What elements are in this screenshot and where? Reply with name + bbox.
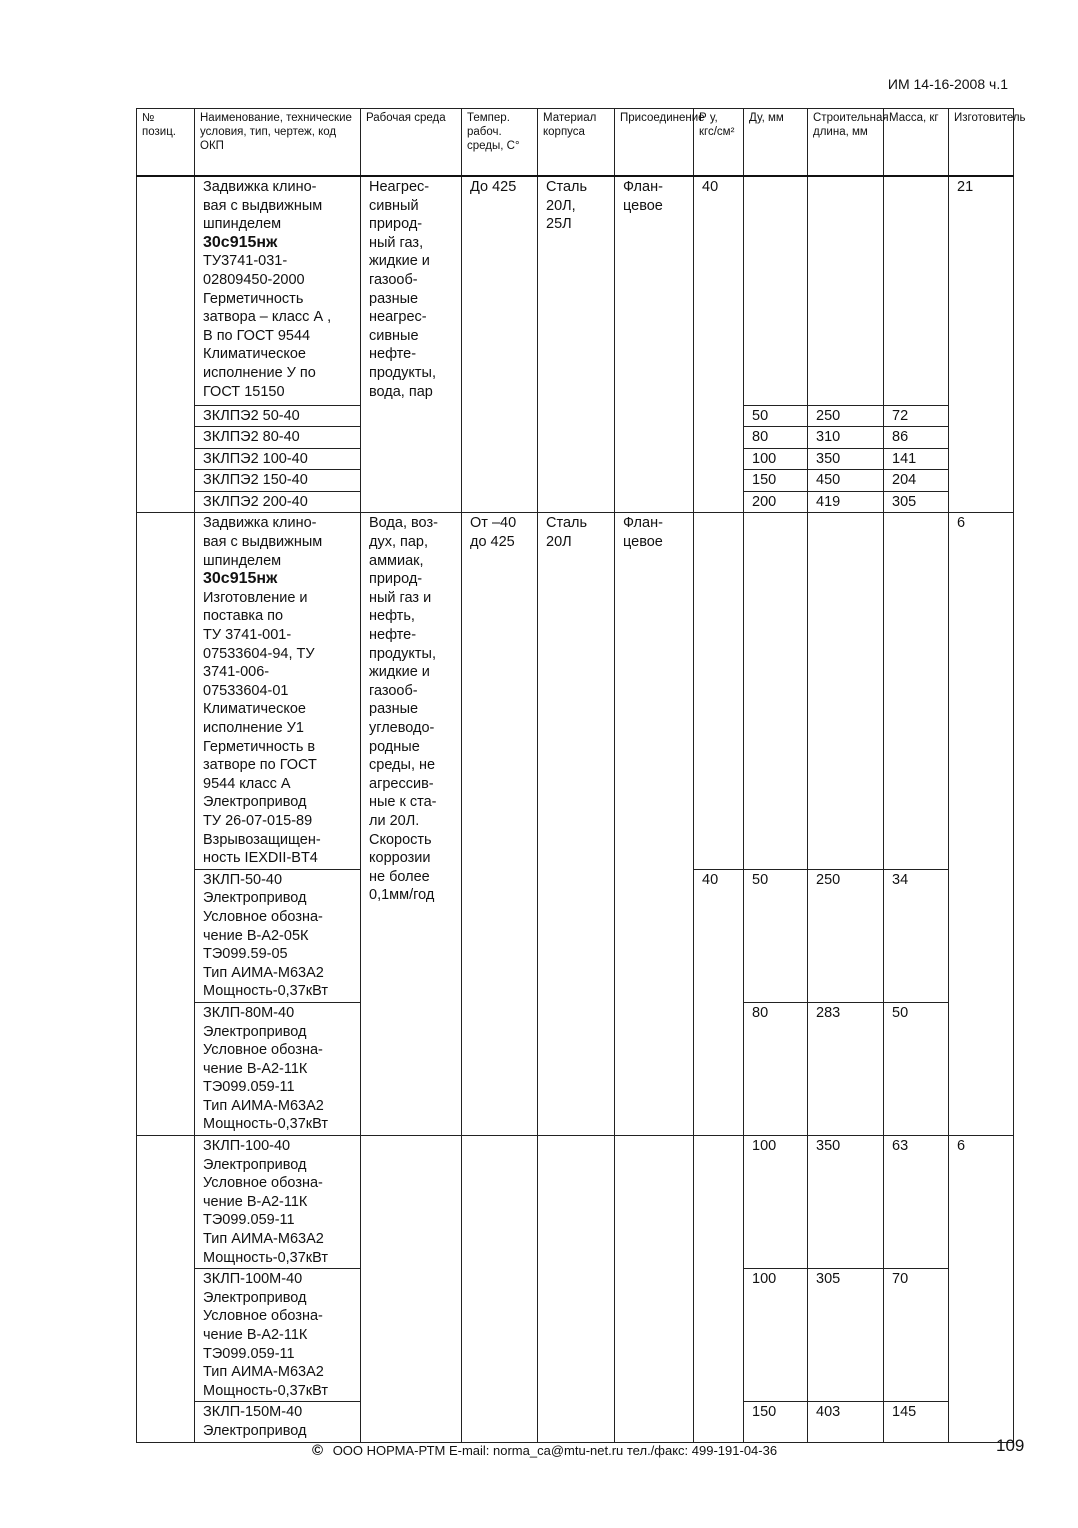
dn-cell: 80 [744,427,808,449]
text-line: ЗКЛП-150М-40 [203,1404,303,1421]
item-name [195,869,361,1002]
mass-cell: 50 [884,1002,949,1135]
text-line: Электропривод [203,794,307,811]
text-line: жидкие и [369,664,430,681]
temperature-cell [462,1136,538,1443]
item-name: ЗКЛПЭ2 100-40 [195,448,361,470]
temperature-cell: До 425 [462,176,538,513]
document-reference: ИМ 14-16-2008 ч.1 [887,76,1008,92]
item-description [195,513,361,869]
item-name: ЗКЛПЭ2 80-40 [195,427,361,449]
text-line: ГОСТ 15150 [203,383,285,400]
mass-cell: 63 [884,1136,949,1269]
text-line: ность IEXDII-BT4 [203,850,318,867]
header-connection: Присоединение [615,109,694,177]
mass-cell: 34 [884,869,949,1002]
text-line: ТЭ099.059-11 [203,1079,295,1096]
text-line: чение В-А2-11К [203,1060,308,1077]
header-maker: Изготовитель [949,109,1014,177]
dn-cell: 80 [744,1002,808,1135]
text-line: 07533604-94, ТУ [203,645,315,662]
dn-cell [744,176,808,405]
medium-cell [361,176,462,513]
text-line: 25Л [546,216,572,233]
text-line: Герметичность [203,290,304,307]
text-line: неагрес- [369,309,427,326]
text-line: ТЭ099.059-11 [203,1345,295,1362]
text-line: исполнение У1 [203,720,304,736]
text-line: Тип АИМА-М63А2 [203,964,324,981]
footer-text: ООО НОРМА-РТМ E-mail: norma_ca@mtu-net.ru тел./факс: 499-191-04-36 [332,1443,778,1458]
text-line: 0,1мм/год [369,887,435,904]
length-cell: 305 [808,1269,884,1402]
length-cell [808,513,884,869]
desc-lines [203,178,352,234]
text-line: не более [369,868,430,885]
text-line: сивный [369,197,419,214]
dn-cell: 100 [744,1269,808,1402]
text-line: Мощность-0,37кВт [203,983,328,1000]
text-line: Герметичность в [203,738,316,755]
mass-cell [884,176,949,405]
text-line: шпинделем [203,216,282,233]
text-line: газооб- [369,271,418,288]
material-cell [538,176,615,513]
text-line: ЗКЛП-80М-40 [203,1004,295,1021]
text-line: нефть, [369,608,415,625]
text-line: разные [369,290,419,307]
text-line: поставка по [203,608,284,625]
text-line: вая с выдвижным [203,197,323,214]
copyright-icon: © [312,1442,324,1459]
mass-cell: 72 [884,405,949,427]
item-name: ЗКЛПЭ2 150-40 [195,470,361,492]
text-line: Флан- [623,179,663,195]
maker-cell: 6 [949,1136,1014,1443]
text-line: среды, не [369,757,436,774]
text-line: Мощность-0,37кВт [203,1249,328,1266]
text-line: Условное обозна- [203,1175,323,1192]
length-cell: 310 [808,427,884,449]
text-line: Электропривод [203,890,307,907]
item-name: ЗКЛПЭ2 50-40 [195,405,361,427]
text-line: ный газ, [369,234,424,251]
text-line: разные [369,701,419,718]
text-line: Электропривод [203,1023,307,1040]
length-cell: 350 [808,448,884,470]
text-line: ные к ста- [369,794,437,811]
dn-cell: 200 [744,491,808,513]
footer-copyright [312,1442,777,1459]
dn-cell: 50 [744,405,808,427]
text-line: ТУ3741-031- [203,253,288,270]
text-line: Вода, воз- [369,515,438,532]
dn-cell: 50 [744,869,808,1002]
text-line: Электропривод [203,1289,307,1306]
item-name [195,1002,361,1135]
text-line: ЗКЛП-50-40 [203,871,283,888]
mass-cell: 141 [884,448,949,470]
mass-cell: 145 [884,1402,949,1442]
text-line: затвора – класс А , [203,309,332,326]
mass-cell: 70 [884,1269,949,1402]
text-line: Скорость [369,831,432,848]
connection-cell [615,1136,694,1443]
text-line: 02809450-2000 [203,271,305,288]
text-line: нефте- [369,627,417,644]
header-length: Строительная длина, мм [808,109,884,177]
pressure-cell [694,1136,744,1443]
text-line: чение В-А2-11К [203,1327,308,1343]
text-line: чение В-А2-05К [203,927,309,944]
text-line: Изготовление и [203,589,308,606]
text-line: В по ГОСТ 9544 [203,327,311,344]
mass-cell: 204 [884,470,949,492]
text-line: агрессив- [369,775,434,792]
text-line: нефте- [369,346,417,363]
table-row [137,176,1014,405]
header-position: № позиц. [137,109,195,177]
header-name: Наименование, технические условия, тип, чертеж, код ОКП [195,109,361,177]
text-line: Тип АИМА-М63А2 [203,1097,324,1114]
text-line: исполнение У по [203,364,316,381]
text-line: Взрывозащищен- [203,831,321,848]
text-line: ТЭ099.059-11 [203,1212,295,1229]
text-line: газооб- [369,682,418,699]
header-material: Материал корпуса [538,109,615,177]
item-name [195,1136,361,1269]
text-line: 9544 класс А [203,775,291,792]
text-line: затворе по ГОСТ [203,757,317,774]
page-number: 109 [996,1436,1025,1455]
length-cell: 419 [808,491,884,513]
text-line: шпинделем [203,552,282,569]
spec-table-wrapper [136,108,1026,1439]
model-code: 30с915нж [203,570,278,588]
medium-cell [361,513,462,1136]
material-cell [538,513,615,1136]
header-pressure: Р у, кгс/см² [694,109,744,177]
mass-cell [884,513,949,869]
length-cell: 250 [808,869,884,1002]
item-name: ЗКЛПЭ2 200-40 [195,491,361,513]
mass-cell: 305 [884,491,949,513]
text-line: продукты, [369,645,436,662]
text-line: вода, пар [369,383,433,400]
dn-cell: 100 [744,448,808,470]
medium-cell [361,1136,462,1443]
header-medium: Рабочая среда [361,109,462,177]
connection-cell [615,513,694,1136]
text-line: Задвижка клино- [203,179,317,195]
text-line: 07533604-01 [203,682,289,699]
dn-cell: 150 [744,1402,808,1442]
text-line: Условное обозна- [203,908,323,925]
dn-cell: 150 [744,470,808,492]
length-cell: 403 [808,1402,884,1442]
text-line: вая с выдвижным [203,534,323,551]
text-line: Мощность-0,37кВт [203,1382,328,1399]
dn-cell: 100 [744,1136,808,1269]
text-line: ли 20Л. [369,812,420,829]
item-name [195,1269,361,1402]
pressure-cell: 40 [694,869,744,1135]
text-line: 20Л [546,534,572,551]
text-line: сивные [369,327,419,344]
text-line: ТУ 26-07-015-89 [203,812,313,829]
text-line: Электропривод [203,1422,307,1439]
text-line: ЗКЛП-100-40 [203,1138,291,1155]
length-cell: 450 [808,470,884,492]
text-line: 3741-006- [203,664,270,681]
text-line: ный газ и [369,589,432,606]
length-cell: 250 [808,405,884,427]
position-cell [137,513,195,1136]
pressure-cell: 40 [694,176,744,513]
length-cell: 350 [808,1136,884,1269]
text-line: до 425 [470,534,515,551]
text-line: коррозии [369,850,431,867]
text-line: Климатическое [203,346,306,363]
material-cell [538,1136,615,1443]
maker-cell: 21 [949,176,1014,513]
text-line: природ- [369,571,423,588]
text-line: Климатическое [203,701,306,718]
valve-spec-table [136,108,1026,1443]
text-line: Мощность-0,37кВт [203,1116,328,1133]
text-line: Условное обозна- [203,1042,323,1059]
table-row [137,513,1014,869]
text-line: ТУ 3741-001- [203,627,292,644]
text-line: Сталь [546,515,588,532]
header-mass: Масса, кг [884,109,949,177]
temperature-cell [462,513,538,1136]
text-line: аммиак, [369,552,424,569]
dn-cell [744,513,808,869]
text-line: Сталь [546,179,588,195]
pressure-cell [694,513,744,869]
table-header-row [137,109,1014,177]
text-line: дух, пар, [369,534,429,551]
text-line: Неагрес- [369,179,430,195]
desc-lines [203,514,352,570]
text-line: Электропривод [203,1156,307,1173]
text-line: Тип АИМА-М63А2 [203,1231,324,1248]
text-line: ЗКЛП-100М-40 [203,1271,303,1288]
text-line: цевое [623,534,663,551]
position-cell [137,176,195,513]
maker-cell: 6 [949,513,1014,1136]
header-dn: Ду, мм [744,109,808,177]
text-line: ТЭ099.59-05 [203,946,288,963]
item-name [195,1402,361,1442]
model-code: 30с915нж [203,233,278,251]
desc-lines [203,252,352,401]
text-line: Тип АИМА-М63А2 [203,1364,324,1381]
length-cell: 283 [808,1002,884,1135]
text-line: продукты, [369,364,436,381]
text-line: жидкие и [369,253,430,270]
desc-lines [203,589,352,868]
position-cell [137,1136,195,1443]
text-line: От –40 [470,515,517,532]
text-line: углеводо- [369,720,435,736]
table-row [137,1136,1014,1269]
mass-cell: 86 [884,427,949,449]
item-description [195,176,361,405]
connection-cell [615,176,694,513]
length-cell [808,176,884,405]
text-line: 20Л, [546,197,576,214]
header-temperature: Темпер. рабоч. среды, С° [462,109,538,177]
text-line: природ- [369,216,423,233]
text-line: Задвижка клино- [203,515,317,532]
text-line: родные [369,738,420,755]
text-line: цевое [623,197,663,214]
text-line: Флан- [623,515,663,532]
text-line: чение В-А2-11К [203,1193,308,1210]
text-line: Условное обозна- [203,1308,323,1325]
